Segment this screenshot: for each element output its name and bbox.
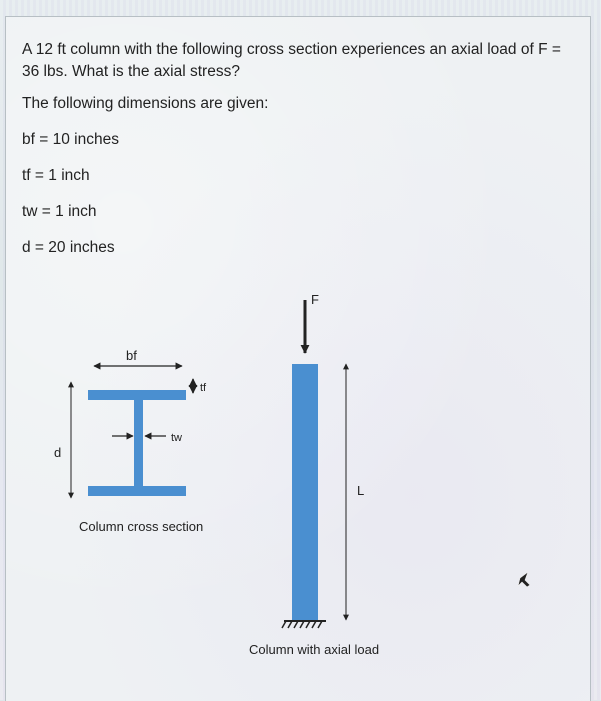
- f-label: F: [311, 292, 319, 307]
- column-caption: Column with axial load: [249, 642, 380, 657]
- bottom-flange: [88, 486, 186, 496]
- figure: [6, 17, 590, 701]
- dimension-d: d = 20 inches: [22, 239, 115, 256]
- question-card: [5, 16, 591, 701]
- bf-label: bf: [126, 348, 137, 363]
- tw-label: tw: [171, 432, 182, 444]
- dimension-tf: tf = 1 inch: [22, 167, 90, 184]
- given-intro: The following dimensions are given:: [22, 95, 269, 112]
- fixed-support: [282, 621, 326, 628]
- d-label: d: [54, 445, 62, 460]
- web: [134, 400, 143, 486]
- dimension-tw: tw = 1 inch: [22, 203, 97, 220]
- top-flange: [88, 390, 186, 400]
- cross-section-caption: Column cross section: [79, 519, 204, 534]
- dimension-bf: bf = 10 inches: [22, 131, 119, 148]
- question-text: A 12 ft column with the following cross section experiences an axial load of F = 36 lbs. What is the axial stress?: [22, 41, 561, 80]
- column-bar: [292, 364, 318, 620]
- mouse-cursor-icon: [518, 572, 530, 587]
- tf-label: tf: [200, 382, 207, 394]
- l-label: L: [357, 483, 365, 498]
